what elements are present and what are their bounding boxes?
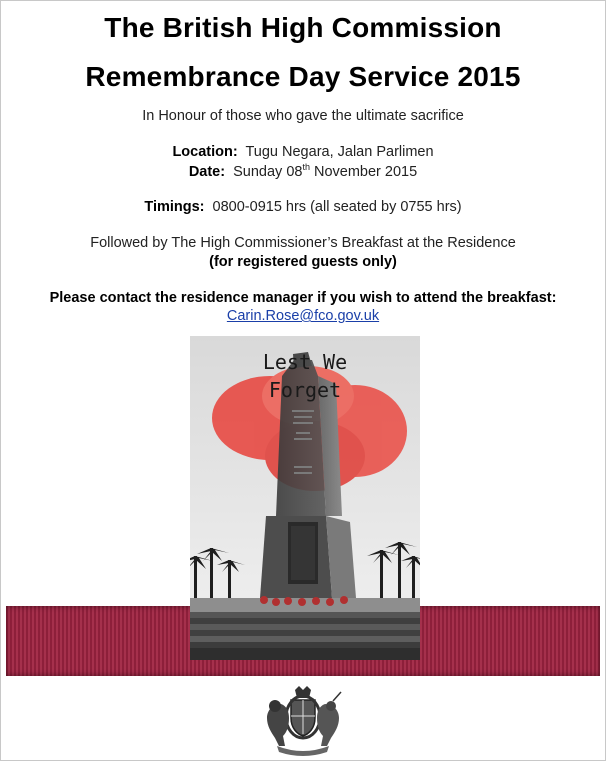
date-suffix: November 2015 bbox=[309, 164, 418, 180]
email-link[interactable]: Carin.Rose@fco.gov.uk bbox=[226, 308, 380, 324]
timings-label: Timings: bbox=[144, 199, 205, 215]
email-line bbox=[0, 308, 606, 324]
page-title-line2: Remembrance Day Service 2015 bbox=[85, 61, 521, 92]
registered-guests-note: (for registered guests only) bbox=[209, 254, 397, 270]
date-ordinal: th bbox=[302, 162, 310, 172]
location-value: Tugu Negara, Jalan Parlimen bbox=[245, 144, 434, 160]
location-label: Location: bbox=[172, 144, 238, 160]
date-label: Date: bbox=[188, 164, 226, 180]
timings-line bbox=[0, 199, 606, 215]
memorial-photo bbox=[190, 336, 420, 660]
date-prefix: Sunday 08 bbox=[233, 164, 303, 180]
lest-we-forget-line1: Lest We bbox=[262, 350, 348, 374]
date-line bbox=[0, 162, 606, 180]
breakfast-text: Followed by The High Commissioner’s Breakfast at the Residence bbox=[90, 235, 516, 251]
contact-text: Please contact the residence manager if you wish to attend the breakfast: bbox=[49, 290, 557, 306]
subtitle: In Honour of those who gave the ultimate sacrifice bbox=[142, 108, 464, 124]
royal-coat-of-arms-icon bbox=[253, 684, 353, 756]
timings-value: 0800-0915 hrs (all seated by 0755 hrs) bbox=[212, 199, 462, 215]
page-title-line1: The British High Commission bbox=[104, 12, 502, 43]
lest-we-forget-line2: Forget bbox=[268, 378, 342, 402]
location-line bbox=[0, 144, 606, 160]
